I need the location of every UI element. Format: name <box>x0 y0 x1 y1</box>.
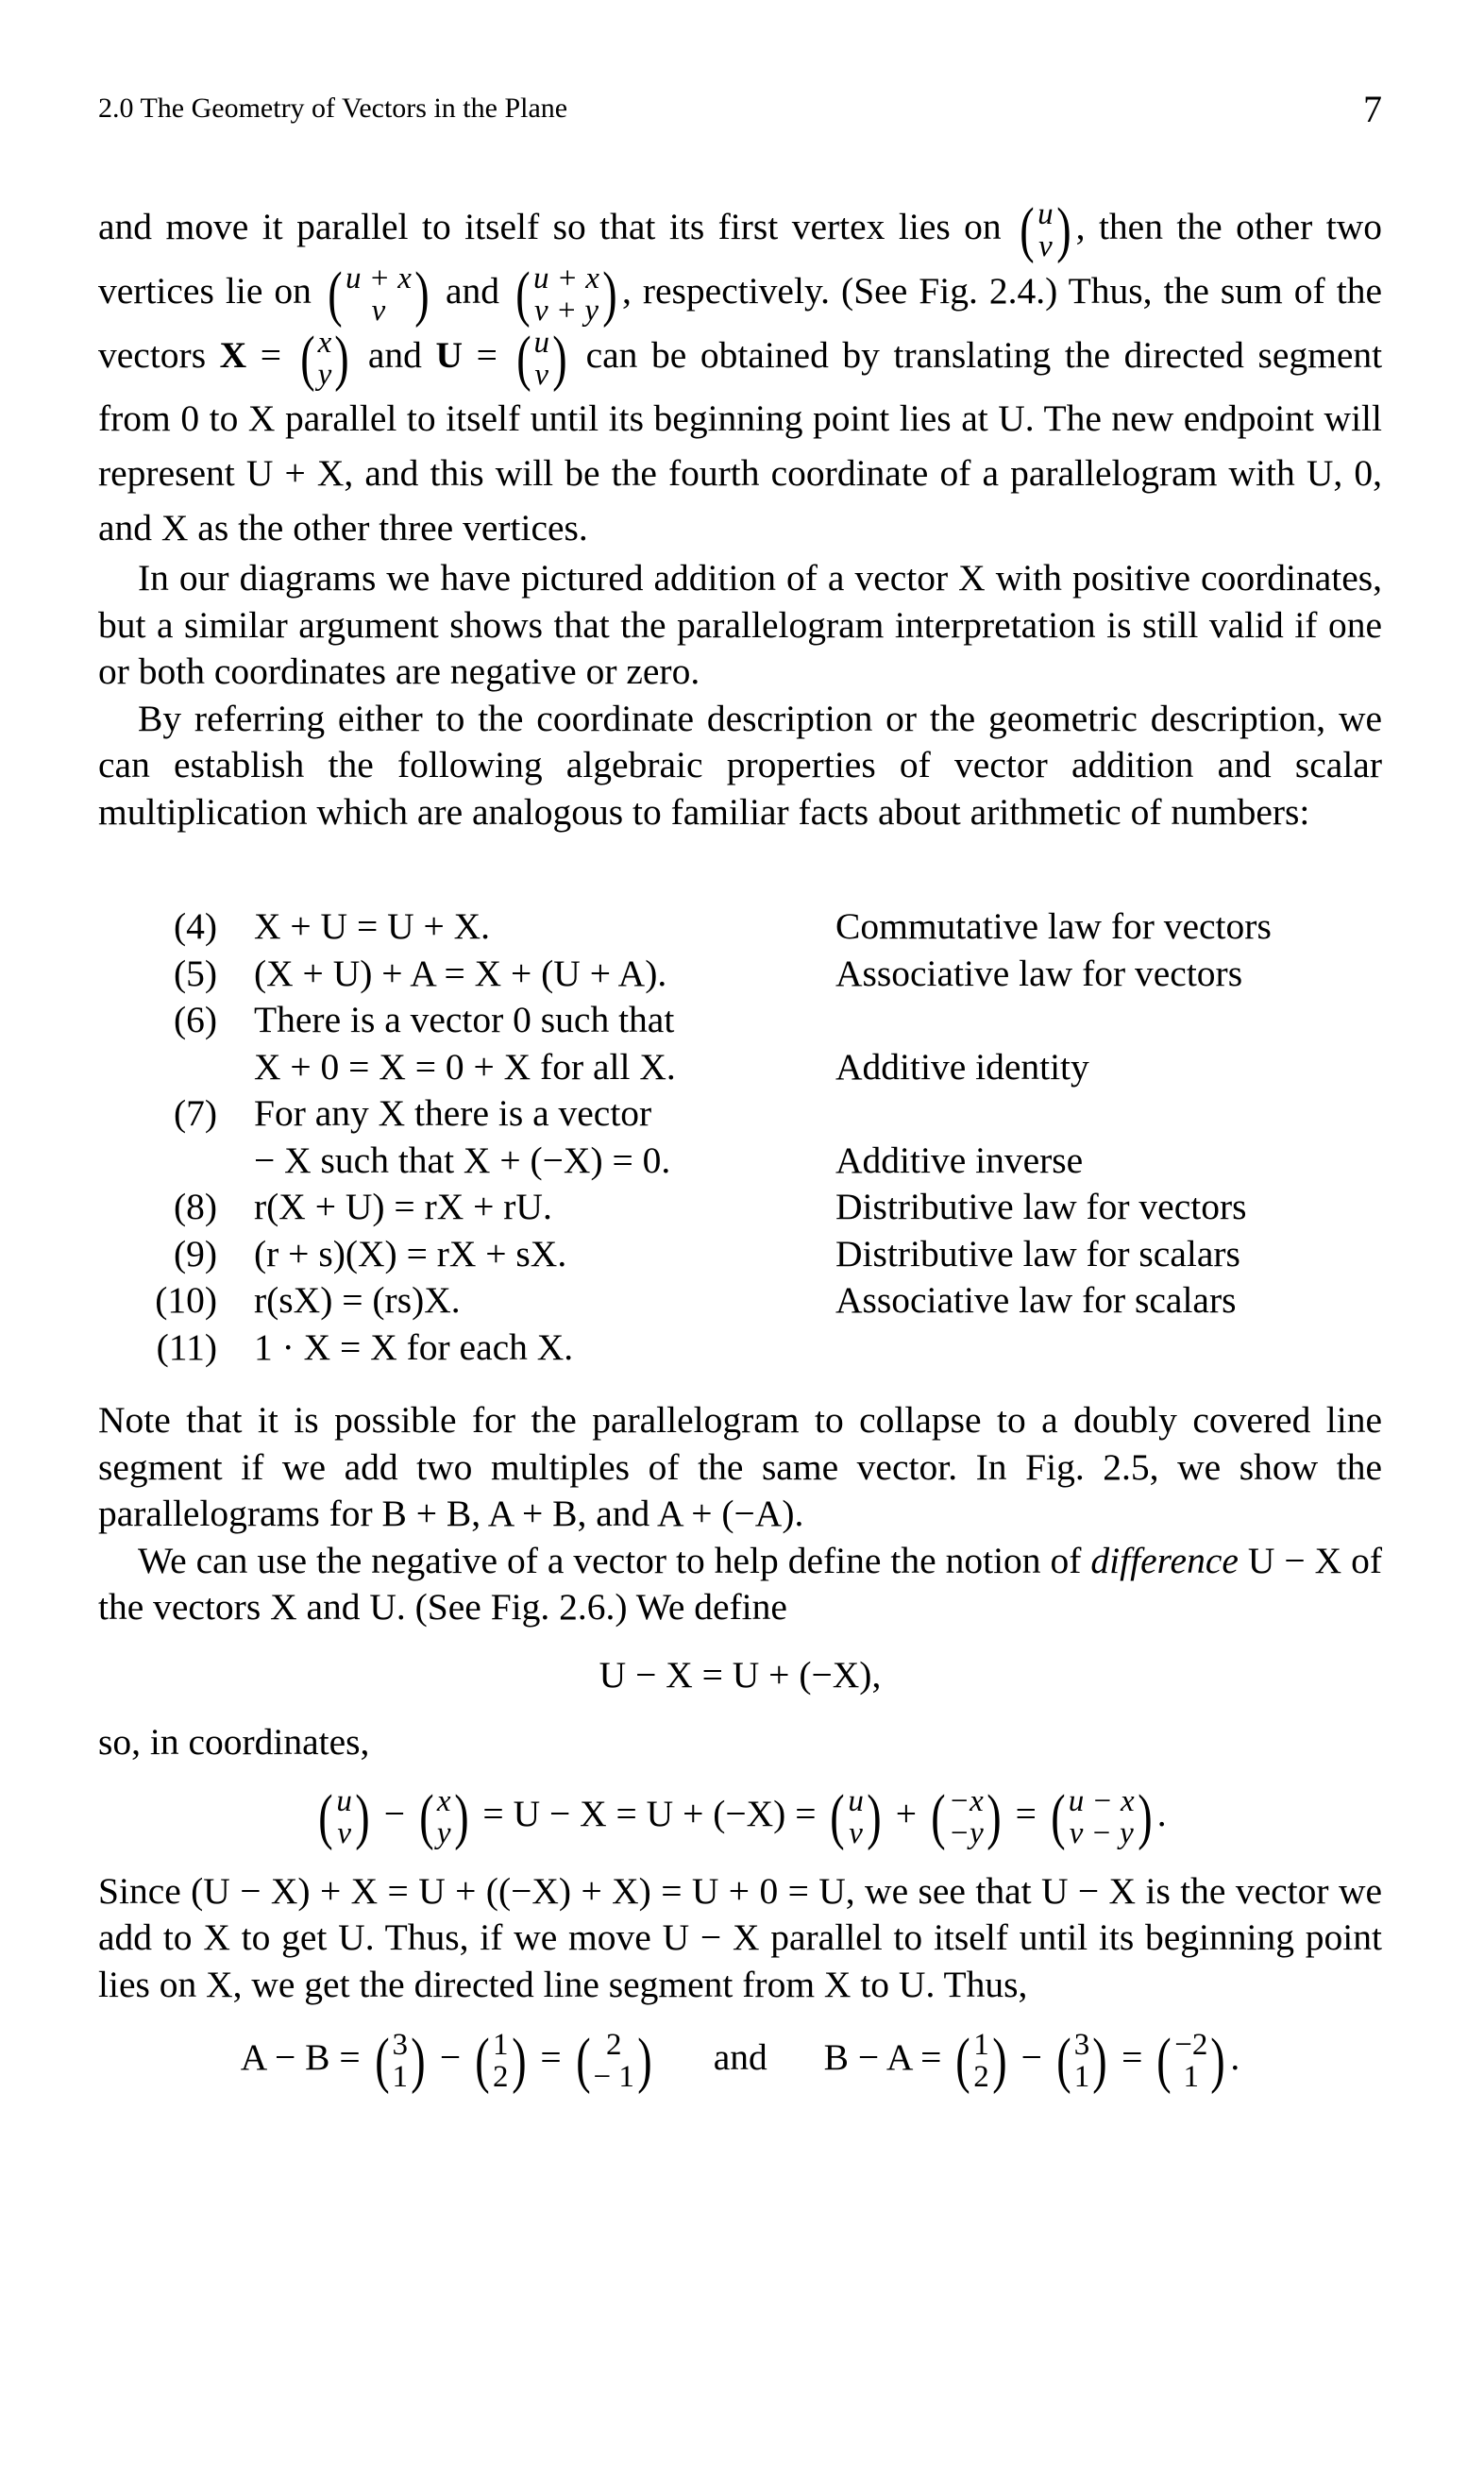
property-number: (4) <box>173 905 217 947</box>
property-row <box>98 997 1382 1044</box>
property-statement: 1 · X = X for each X. <box>254 1325 574 1368</box>
paragraph-2: In our diagrams we have pictured addition of a vector X with positive coordinates, but a similar argument shows that the parallelogram interpretation is still valid if one or both coordinates are negative or zero. <box>98 557 1382 692</box>
property-label: Additive inverse <box>835 1139 1084 1181</box>
paragraph-4: Note that it is possible for the parallelogram to collapse to a doubly covered line segment if we add two multiples of the same vector. In Fig. 2.5, we show the parallelograms for B + B, A + B, and A + (−A). <box>98 1399 1382 1534</box>
property-row <box>98 1090 1382 1138</box>
paragraph-5: We can use the negative of a vector to help define the notion of difference U − X of the vectors X and U. (See Fig. 2.6.) We define <box>98 1539 1383 1628</box>
property-number: (8) <box>173 1186 217 1227</box>
paragraph-1: and move it parallel to itself so that its first vertex lies on (u v) , then the other two vertices lie on (u + x v ) and (u + x v + y) , respectively. (See Fig. 2.4.) Thus, the sum of the vectors X = (x y) and U = (u v) can be obtained by translating the directed segment from 0 to X parallel to itself until its beginning point lies at U. The new endpoint will represent U + X, and this will be the fourth coordinate of a parallelogram with U, 0, and X as the other three vertices. <box>98 195 1383 549</box>
property-number: (11) <box>156 1325 217 1368</box>
property-statement: (X + U) + A = X + (U + A). <box>254 952 667 994</box>
property-statement: r(sX) = (rs)X. <box>254 1279 461 1321</box>
property-row <box>98 951 1382 998</box>
property-label: Associative law for scalars <box>835 1279 1237 1321</box>
property-number: (10) <box>155 1279 217 1321</box>
vector-uv: (u v) <box>1020 195 1071 265</box>
property-label: Associative law for vectors <box>835 952 1243 994</box>
paragraph-7: Since (U − X) + X = U + ((−X) + X) = U + 0 = U, we see that U − X is the vector we add to X to get U. Thus, if we move U − X parallel to itself until its beginning point lies on X, we get the directed line segment from X to U. Thus, <box>98 1869 1382 2005</box>
property-statement: X + U = U + X. <box>254 905 491 947</box>
property-row <box>98 1044 1382 1091</box>
paragraph-6: so, in coordinates, <box>98 1721 370 1763</box>
vector-uv-2: (u v) <box>515 324 567 394</box>
page-body <box>98 195 1383 2096</box>
property-number: (6) <box>173 999 217 1040</box>
property-label: Distributive law for vectors <box>835 1186 1247 1227</box>
property-statement: There is a vector 0 such that <box>254 999 675 1040</box>
property-row <box>98 1325 1382 1372</box>
vector-xy: (x y) <box>299 324 349 394</box>
property-statement: r(X + U) = rX + rU. <box>254 1186 552 1227</box>
property-row <box>98 1184 1382 1231</box>
property-label: Additive identity <box>835 1045 1089 1088</box>
property-number: (7) <box>173 1092 217 1134</box>
property-label: Commutative law for vectors <box>835 905 1272 947</box>
property-row <box>98 1277 1382 1325</box>
equation-difference-definition: U − X = U + (−X), <box>599 1653 882 1696</box>
property-statement: For any X there is a vector <box>254 1092 652 1134</box>
vector-u-plus-x-v-plus-y: (u + x v + y) <box>515 260 617 329</box>
property-number: (5) <box>173 952 217 994</box>
property-statement: − X such that X + (−X) = 0. <box>254 1139 671 1181</box>
page-number: 7 <box>1363 88 1382 130</box>
equation-examples: A − B = (3 1) − (1 2) = ( 2 − 1) and B − A = (1 2) − (3 1) = (−2 1 ) . <box>240 2026 1240 2096</box>
property-row <box>98 1231 1382 1278</box>
property-statement: X + 0 = X = 0 + X for all X. <box>254 1045 676 1088</box>
page-header <box>98 88 1382 130</box>
property-number: (9) <box>173 1232 217 1274</box>
vector-u-plus-x-v: (u + x v ) <box>328 260 430 329</box>
property-row <box>98 1138 1382 1185</box>
equation-coordinates: (u v) − (x y) = U − X = U + (−X) = (u v) + (−x −y) = (u − x v − y) . <box>318 1781 1167 1851</box>
property-label: Distributive law for scalars <box>835 1232 1240 1274</box>
paragraph-3: By referring either to the coordinate description or the geometric description, we can establish the following algebraic properties of vector addition and scalar multiplication which are analogous to familiar facts about arithmetic of numbers: <box>98 697 1382 833</box>
property-statement: (r + s)(X) = rX + sX. <box>254 1232 567 1274</box>
properties-list <box>98 903 1382 1371</box>
property-row <box>98 903 1382 951</box>
running-head: 2.0 The Geometry of Vectors in the Plane <box>98 93 568 124</box>
